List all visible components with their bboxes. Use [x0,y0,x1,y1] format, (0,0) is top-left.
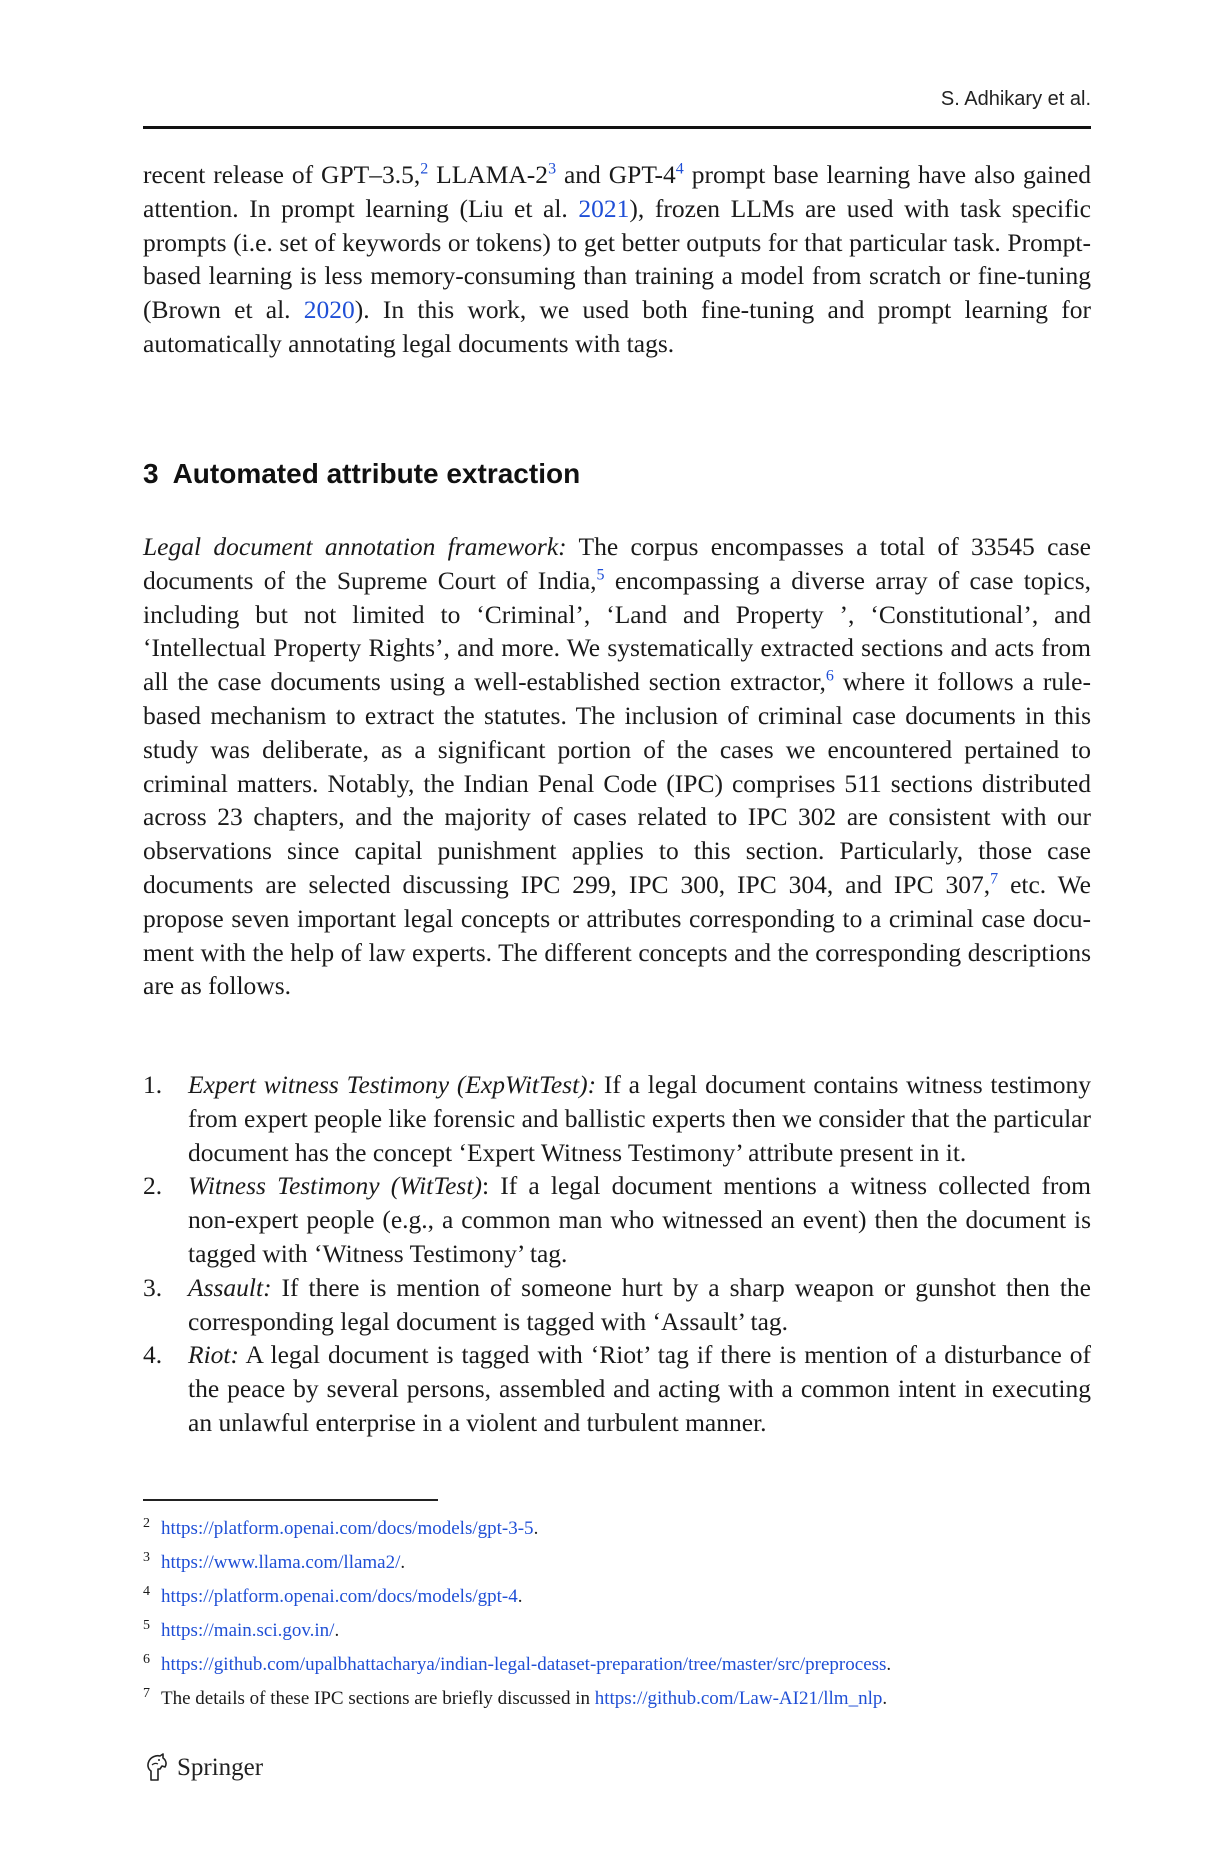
footnote-ref-3[interactable]: 3 [548,160,557,178]
footnote-6: 6 https://github.com/upalbhattacharya/indian-legal-dataset-preparation/tree/master/src/preprocess. [143,1651,892,1675]
footnote-punct: . [517,1586,523,1607]
concept-list [143,1068,1091,1440]
list-marker: 4. [143,1340,163,1370]
running-head: S. Adhikary et al. [940,88,1091,110]
text-run: and GPT-4 [556,160,676,189]
footnote-link[interactable]: https://platform.openai.com/docs/models/gpt-3-5 [161,1518,534,1539]
concept-term: Riot: [188,1340,239,1370]
footnote-link[interactable]: https://github.com/upalbhattacharya/indian-legal-dataset-preparation/tree/master/src/preprocess [161,1654,887,1675]
concept-term: Witness Testimony (WitTest) [188,1171,482,1201]
footnote-ref-5[interactable]: 5 [596,566,605,584]
footnote-link[interactable]: https://github.com/Law-AI21/llm_nlp [594,1688,883,1709]
concept-term: Expert witness Testimony (ExpWitTest): [188,1070,597,1099]
footnote-rule [143,1499,438,1501]
citation-link-brown-2020[interactable]: 2020 [303,295,355,325]
paragraph-lead: Legal document annotation framework: [143,532,567,561]
citation-link-liu-2021[interactable]: 2021 [578,193,630,223]
footnote-punct: . [882,1688,888,1709]
footnote-link[interactable]: https://www.llama.com/llama2/ [161,1552,401,1573]
footnote-3: 3 https://www.llama.com/llama2/. [143,1549,406,1573]
footnote-link[interactable]: https://platform.openai.com/docs/models/gpt-4 [161,1586,518,1607]
paragraph-annotation-framework [143,530,1091,1003]
footnotes [143,1512,1091,1716]
text-run: recent release of GPT–3.5, [143,160,421,189]
text-run: encompassing a diverse array of case topics, including but not limited to ‘Criminal’, ‘Land and Property ’, ‘Constitutional’, and ‘Intellectual Property Rights’, and more. We systematically extracted sections and acts from all the case documents using a well-established section extractor, [143,565,1091,697]
concept-term: Assault: [188,1272,272,1302]
concept-description: If there is mention of someone hurt by a sharp weapon or gunshot then the corresponding legal document is tagged with ‘Assault’ tag. [188,1272,1091,1336]
publisher-name: Springer [177,1754,264,1781]
section-heading [143,458,580,490]
list-item [143,1068,1091,1169]
footnote-4: 4 https://platform.openai.com/docs/models/gpt-4. [143,1583,523,1607]
section-number: 3 [143,458,159,489]
text-run: ). In this work, we used both fine-tuning and prompt learning for automatically annotating legal documents with tags. [143,295,1091,358]
footnote-text: The details of these IPC sections are briefly discussed in [161,1688,595,1709]
footnote-link[interactable]: https://main.sci.gov.in/ [161,1620,335,1641]
concept-description: If a legal document contains witness testimony from expert people like forensic and ballistic experts then we consider that the particular document has the concept ‘Expert Witness Testimony’ attribute present in it. [188,1070,1091,1167]
list-item [143,1271,1091,1339]
text-run: LLAMA-2 [428,160,549,189]
text-run: The corpus encompasses a total of 33545 case documents of the Supreme Court of India, [143,532,1091,595]
footnote-ref-4[interactable]: 4 [675,160,684,178]
list-marker: 1. [143,1070,163,1099]
footnote-2: 2 https://platform.openai.com/docs/models/gpt-3-5. [143,1515,539,1539]
footnote-punct: . [334,1620,340,1641]
footnote-punct: . [886,1654,892,1675]
text-run: where it follows a rule-based mechanism to extract the statutes. The inclusion of criminal case documents in this study was deliberate, as a significant portion of the cases we encountered pertained to criminal matters. Notably, the Indian Penal Code (IPC) comprises 511 sections distributed across 23 chapters, and the majority of cases related to IPC 302 are consistent with our observations since capital punishment applies to this section. Particularly, those case documents are selected discussing IPC 299, IPC 300, IPC 304, and IPC 307, [143,667,1091,899]
text-run: etc. We propose seven important legal concepts or attributes corresponding to a criminal case document with the help of law experts. The different concepts and the corresponding descriptions are as follows. [143,869,1091,1001]
footnote-ref-6[interactable]: 6 [825,667,834,685]
footnote-7: 7 The details of these IPC sections are briefly discussed in https://github.com/Law-AI21/llm_nlp. [143,1685,888,1709]
list-marker: 2. [143,1171,163,1201]
header-rule [143,126,1091,129]
text-run: ), frozen LLMs are used with task specific prompts (i.e. set of keywords or tokens) to get better outputs for that particular task. Prompt-based learning is less memory-consuming than training a model from scratch or fine-tuning (Brown et al. [143,193,1092,325]
text-run: prompt base learning have also gained attention. In prompt learning (Liu et al. [143,160,1092,223]
concept-description: A legal document is tagged with ‘Riot’ tag if there is mention of a disturbance of the peace by several persons, assembled and acting with a common intent in executing an unlawful enterprise in a violent and turbulent manner. [188,1340,1091,1437]
paragraph-prompt-learning [143,158,1091,361]
concept-description: : If a legal document mentions a witness collected from non-expert people (e.g., a common man who witnessed an event) then the document is tagged with ‘Witness Testimony’ tag. [188,1171,1092,1268]
footnote-punct: . [533,1518,539,1539]
publisher-footer [143,1753,263,1783]
list-item [143,1338,1091,1439]
footnote-5: 5 https://main.sci.gov.in/. [143,1617,340,1641]
list-item [143,1169,1091,1270]
footnote-punct: . [400,1552,406,1573]
footnote-ref-2[interactable]: 2 [420,160,429,178]
list-marker: 3. [143,1272,163,1302]
section-title: Automated attribute extraction [172,458,581,489]
footnote-ref-7[interactable]: 7 [990,870,999,888]
springer-horse-icon [143,1753,169,1783]
